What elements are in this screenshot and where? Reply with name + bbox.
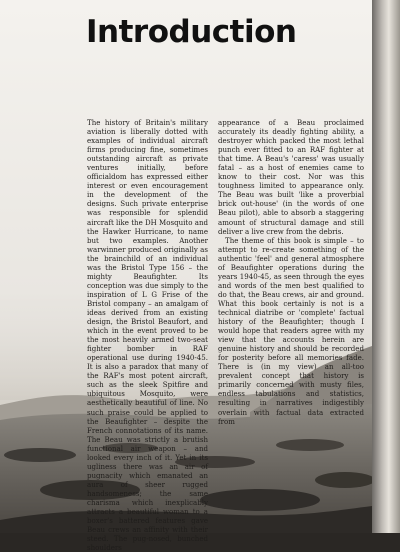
book-spine [372,0,400,533]
body-paragraph: The history of Britain's military aviation is liberally dotted with examples of individual aircraft firms producing fine, sometimes outstanding aircraft as private ventures initially, before officialdom has expressed either interest or even encouragement in the development of the designs. Such private enterprise was responsible for splendid aircraft like the DH Mosquito and the Hawker Hurricane, to name but two examples. Another warwinner produced originally as the brainchild of an individual was the Bristol Type 156 – the mighty Beaufighter. Its conception was due simply to the inspiration of L G Frise of the Bristol company – an amalgam of ideas derived from an existing design, the Bristol Beaufort, and which in the event proved to be the most heavily armed two-seat fighter bomber in RAF operational use during 1940-45. It is also a paradox that many of the RAF's most potent aircraft, such as the sleek Spitfire and ubiquitous Mosquito, were aesthetically beautiful of line. No such praise could be applied to the Beaufighter – despite the French connotations of its name. The Beau was strictly a brutish functional air weapon – and looked every inch of it. Yet in its ugliness there was an air of pugnacity which emanated an aura of sheer rugged handsomeness; the same charisma which inexplicably attracts a beautiful woman to a boxer's battered features gave Beau crews an affinity with their steed. The pug-nosed, bunched shoulders [87,118,208,552]
text-column-right [218,118,364,426]
text-column-left [87,118,208,552]
page-title: Introduction [86,14,297,50]
body-paragraph: The theme of this book is simple – to attempt to re-create something of the authentic 'feel' and general atmosphere of Beaufighter operations during the years 1940-45, as seen through the eyes and words of the men best qualified to do that, the Beau crews, air and ground. What this book certainly is not is a technical diatribe or 'complete' factual history of the Beaufighter; though I would hope that readers agree with my view that the accounts herein are genuine history and should be recorded for posterity before all memories fade. There is (in my view) an all-too prevalent concept that history is primarily concerned with musty files, endless tabulations and statistics, resulting in narratives indigestibly overlain with factual data extracted from [218,235,364,426]
body-paragraph: appearance of a Beau proclaimed accurately its deadly fighting ability, a destroyer which packed the most lethal punch ever fitted to an RAF fighter at that time. A Beau's 'caress' was usually fatal – as a host of enemies came to know to their cost. Nor was this toughness limited to appearance only. The Beau was built 'like a proverbial brick out-house' (in the words of one Beau pilot), able to absorb a staggering amount of structural damage and still deliver a live crew from the debris. [218,118,364,236]
